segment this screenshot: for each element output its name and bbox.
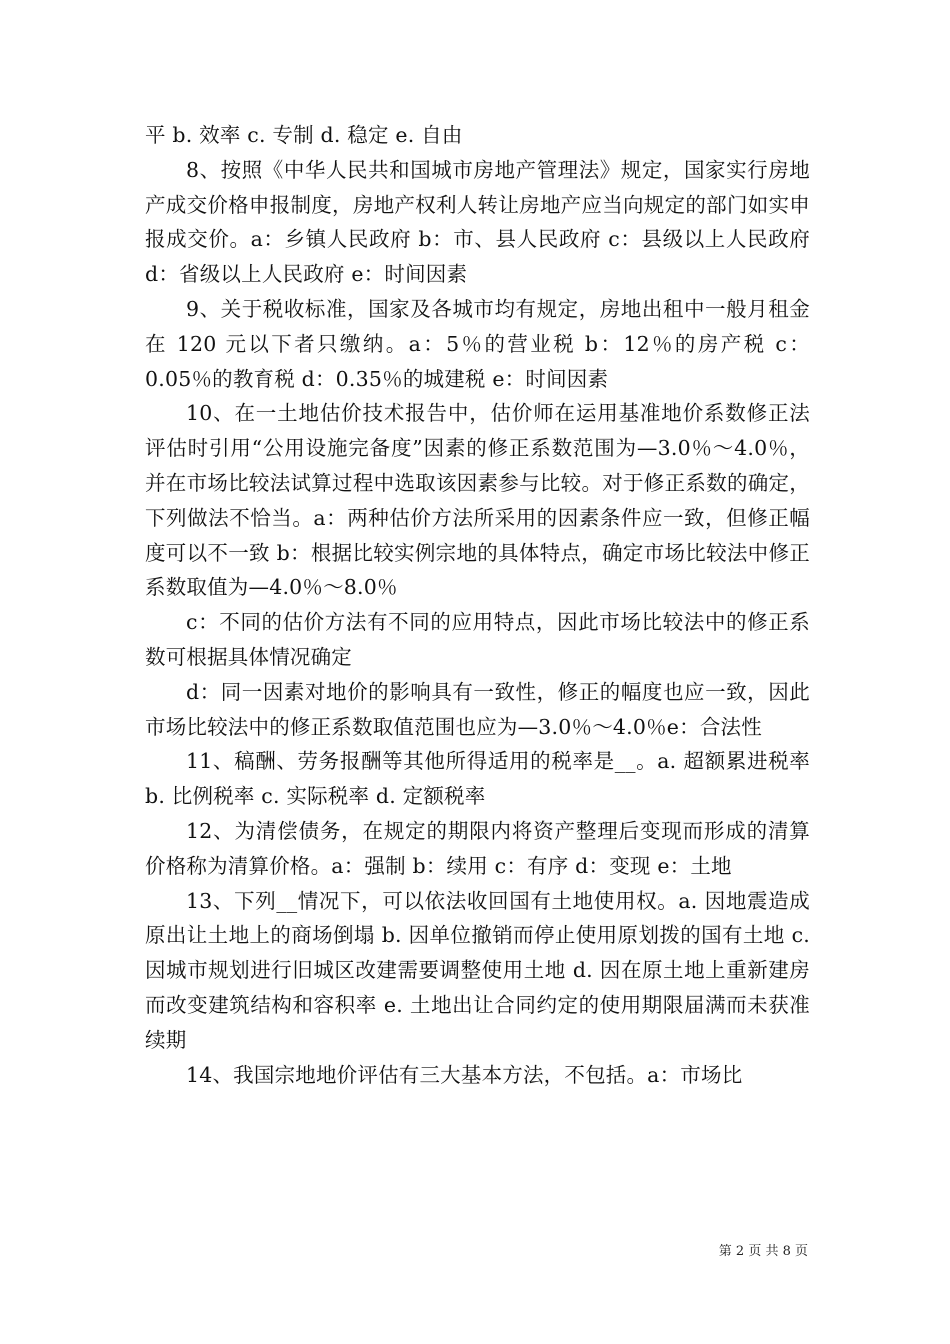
question-9: 9、关于税收标准，国家及各城市均有规定，房地出租中一般月租金在 120 元以下者只缴纳。a：5％的营业税 b：12％的房产税 c：0.05％的教育税 d：0.35％的城建税 e：时间因素 (145, 296, 810, 391)
question-13: 13、下列__情况下，可以依法收回国有土地使用权。a. 因地震造成原出让土地上的商场倒塌 b. 因单位撤销而停止使用原划拨的国有土地 c. 因城市规划进行旧城区改建需要调整使用土地 d. 因在原土地上重新建房而改变建筑结构和容积率 e. 土地出让合同约定的使用期限届满而未获准续期 (145, 888, 810, 1052)
question-11: 11、稿酬、劳务报酬等其他所得适用的税率是__。a. 超额累进税率 b. 比例税率 c. 实际税率 d. 定额税率 (145, 749, 810, 809)
question-10-option-d: d：同一因素对地价的影响具有一致性，修正的幅度也应一致，因此市场比较法中的修正系数取值范围也应为—3.0％～4.0％e：合法性 (145, 679, 810, 739)
paragraph-continuation: 平 b. 效率 c. 专制 d. 稳定 e. 自由 (145, 123, 463, 147)
question-12: 12、为清偿债务，在规定的期限内将资产整理后变现而形成的清算价格称为清算价格。a：强制 b：续用 c：有序 d：变现 e：土地 (145, 818, 810, 878)
question-10: 10、在一土地估价技术报告中，估价师在运用基准地价系数修正法评估时引用“公用设施完备度”因素的修正系数范围为—3.0％～4.0％，并在市场比较法试算过程中选取该因素参与比较。对于修正系数的确定，下列做法不恰当。a：两种估价方法所采用的因素条件应一致，但修正幅度可以不一致 b：根据比较实例宗地的具体特点，确定市场比较法中修正系数取值为—4.0％～8.0％ (145, 401, 810, 600)
document-body (145, 118, 810, 1092)
question-8: 8、按照《中华人民共和国城市房地产管理法》规定，国家实行房地产成交价格申报制度，房地产权利人转让房地产应当向规定的部门如实申报成交价。a：乡镇人民政府 b：市、县人民政府 c：县级以上人民政府 d：省级以上人民政府 e：时间因素 (145, 157, 810, 287)
question-14: 14、我国宗地地价评估有三大基本方法，不包括。a：市场比 (186, 1062, 743, 1087)
question-10-option-c: c：不同的估价方法有不同的应用特点，因此市场比较法中的修正系数可根据具体情况确定 (145, 610, 810, 669)
page-number: 第 2 页 共 8 页 (718, 1244, 808, 1259)
